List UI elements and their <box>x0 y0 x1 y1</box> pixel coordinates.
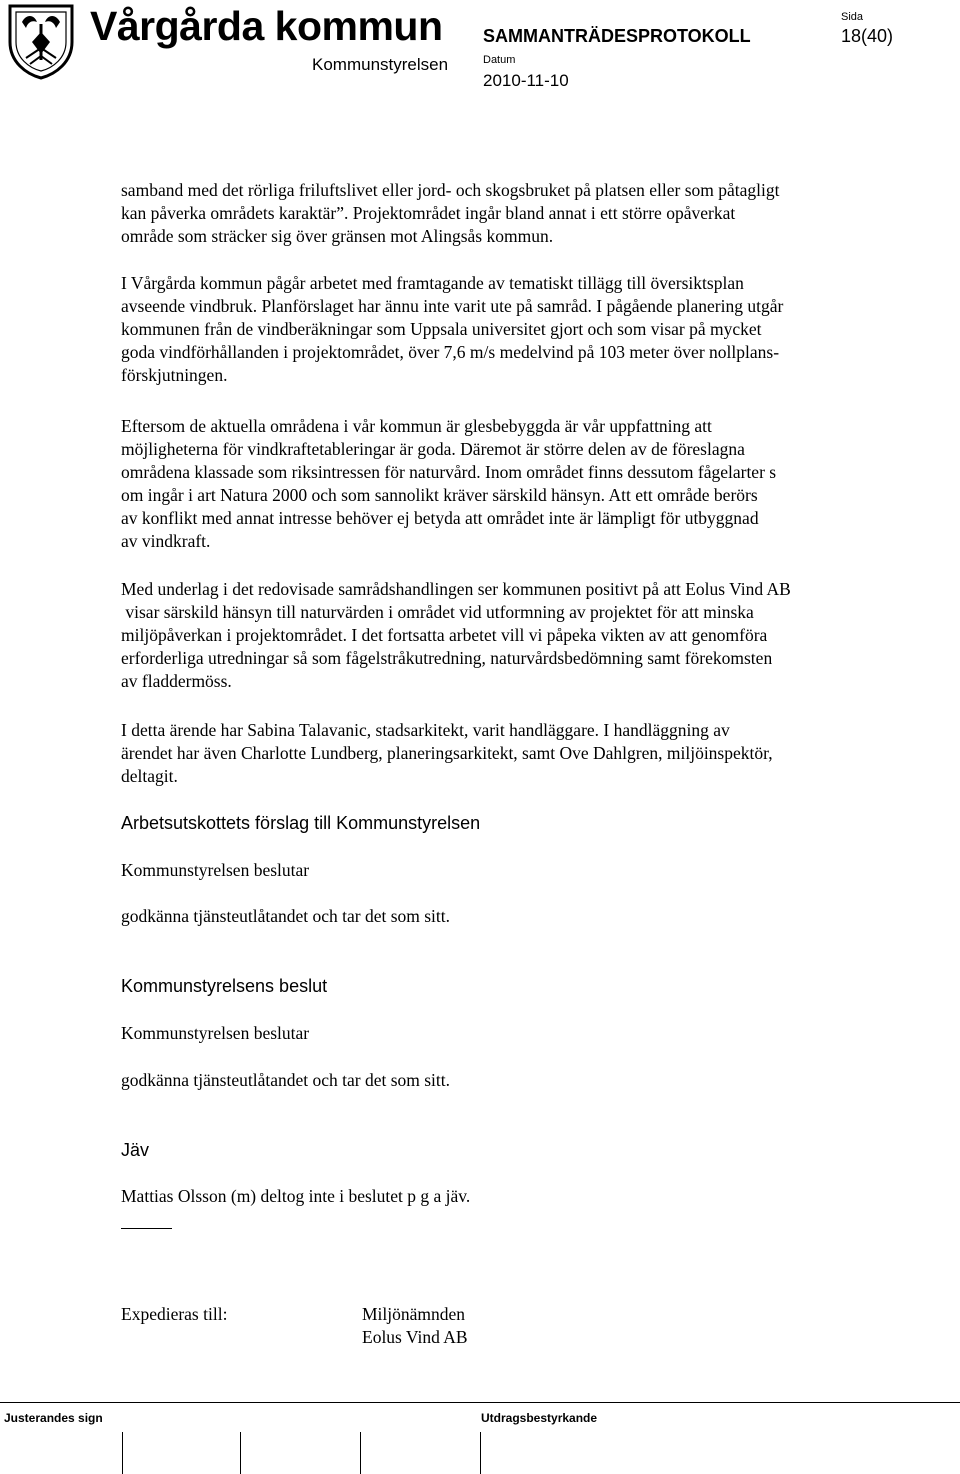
text-line: om ingår i art Natura 2000 och som sannolikt kräver särskild hänsyn. Att ett område berörs <box>121 485 758 505</box>
text-line: Eftersom de aktuella områdena i vår kommun är glesbebyggda är vår uppfattning att <box>121 416 712 436</box>
text-line: goda vindförhållanden i projektområdet, över 7,6 m/s medelvind på 103 meter över nollplans- <box>121 342 780 362</box>
text-line: Mattias Olsson (m) deltog inte i beslutet p g a jäv. <box>121 1186 471 1206</box>
decision-heading: Kommunstyrelsens beslut <box>121 976 328 996</box>
decision-line <box>121 1022 911 1045</box>
text-line: områdena klassade som riksintressen för naturvård. Inom området finns dessutom fågelarter s <box>121 462 777 482</box>
dispatch-label: Expedieras till: <box>121 1304 228 1324</box>
text-line: av fladdermöss. <box>121 671 232 691</box>
signature-box-divider <box>122 1432 123 1474</box>
recipient-item: Eolus Vind AB <box>362 1327 468 1347</box>
paragraph-municipality-position <box>121 578 911 693</box>
paragraph-case-officers <box>121 719 911 788</box>
proposal-heading: Arbetsutskottets förslag till Kommunstyrelsen <box>121 813 481 833</box>
recipient-item: Miljönämnden <box>362 1304 466 1324</box>
proposal-decision-line <box>121 859 911 882</box>
municipality-coat-of-arms-logo <box>4 2 78 80</box>
extract-certification-label: Utdragsbestyrkande <box>481 1411 598 1425</box>
text-line: Kommunstyrelsen beslutar <box>121 860 310 880</box>
paragraph-landscape-context <box>121 179 911 248</box>
text-line: kan påverka områdets karaktär”. Projektområdet ingår bland annat i ett större opåverkat <box>121 203 736 223</box>
text-line: samband med det rörliga friluftslivet eller jord- och skogsbruket på platsen eller som påtagligt <box>121 180 780 200</box>
text-line: I detta ärende har Sabina Talavanic, stadsarkitekt, varit handläggare. I handläggning av <box>121 720 730 740</box>
signature-box-divider <box>360 1432 361 1474</box>
jav-heading: Jäv <box>121 1140 150 1160</box>
text-line: förskjutningen. <box>121 365 228 385</box>
text-line: område som sträcker sig över gränsen mot Alingsås kommun. <box>121 226 554 246</box>
text-line: Med underlag i det redovisade samrådshandlingen ser kommunen positivt på att Eolus Vind AB <box>121 579 791 599</box>
page-label: Sida <box>841 11 864 23</box>
text-line: ärendet har även Charlotte Lundberg, planeringsarkitekt, samt Ove Dahlgren, miljöinspektör, <box>121 743 773 763</box>
separator-rule <box>121 1228 172 1229</box>
text-line: kommunen från de vindberäkningar som Uppsala universitet gjort och som visar på mycket <box>121 319 762 339</box>
text-line: möjligheterna för vindkraftetableringar är goda. Däremot är större delen av de föreslagna <box>121 439 745 459</box>
paragraph-planning-status <box>121 272 911 387</box>
text-line: miljöpåverkan i projektområdet. I det fortsatta arbetet vill vi påpeka vikten av att genomföra <box>121 625 768 645</box>
date-value: 2010-11-10 <box>483 71 569 90</box>
text-line: Kommunstyrelsen beslutar <box>121 1023 310 1043</box>
paragraph-wind-conditions <box>121 415 911 553</box>
dispatch-recipients <box>362 1303 468 1349</box>
signature-label: Justerandes sign <box>4 1411 103 1425</box>
text-line: av konflikt med annat intresse behöver ej betyda att området inte är lämpligt för utbyggnad <box>121 508 759 528</box>
text-line: erforderliga utredningar så som fågelstråkutredning, naturvårdsbedömning samt förekomsten <box>121 648 773 668</box>
jav-text <box>121 1185 911 1208</box>
text-line: deltagit. <box>121 766 178 786</box>
document-type: SAMMANTRÄDESPROTOKOLL <box>483 26 751 46</box>
signature-box-divider <box>240 1432 241 1474</box>
text-line: godkänna tjänsteutlåtandet och tar det som sitt. <box>121 1070 451 1090</box>
text-line: godkänna tjänsteutlåtandet och tar det som sitt. <box>121 906 451 926</box>
text-line: visar särskild hänsyn till naturvärden i området vid utformning av projektet för att minska <box>121 602 754 622</box>
footer-rule <box>0 1402 960 1403</box>
brand-name: Vårgårda kommun <box>90 3 443 49</box>
decision-text <box>121 1069 911 1092</box>
date-label: Datum <box>483 54 516 66</box>
department-name: Kommunstyrelsen <box>312 55 449 74</box>
text-line: avseende vindbruk. Planförslaget har ännu inte varit ute på samråd. I pågående planering utgår <box>121 296 784 316</box>
proposal-decision-text <box>121 905 911 928</box>
page-number: 18(40) <box>841 26 894 46</box>
signature-box-divider <box>480 1432 481 1474</box>
text-line: av vindkraft. <box>121 531 211 551</box>
text-line: I Vårgårda kommun pågår arbetet med framtagande av tematiskt tillägg till översiktsplan <box>121 273 744 293</box>
